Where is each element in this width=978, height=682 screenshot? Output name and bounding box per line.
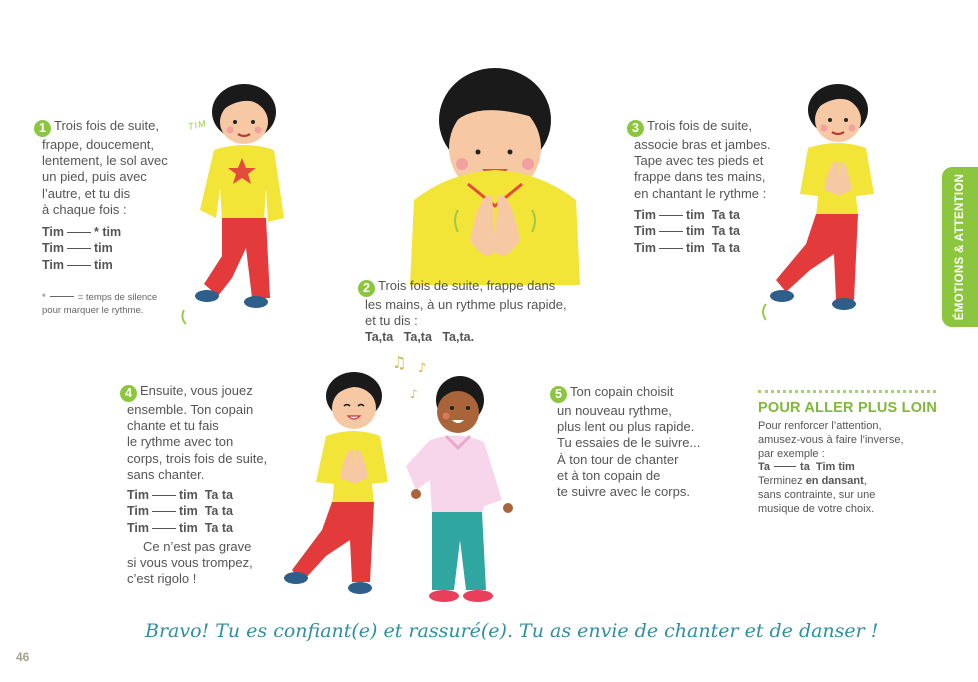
step-3-number: 3 xyxy=(627,120,644,137)
rhythm-line: Tim * tim xyxy=(42,225,122,239)
further-box xyxy=(758,390,938,517)
box-body: Pour renforcer l’attention, amusez-vous à faire l’inverse, par exemple : Ta ta Tim tim Terminez en dansant, sans contrainte, sur une musique de votre choix. xyxy=(758,420,938,517)
svg-text:♪: ♪ xyxy=(418,361,427,376)
step-3-rhythm xyxy=(634,207,740,256)
rhythm-line: Tim tim Ta ta xyxy=(634,224,740,239)
step-2-rhythm: Ta,ta Ta,ta Ta,ta. xyxy=(365,330,475,345)
boy-stomping-icon xyxy=(180,78,300,328)
rhythm-line: Tim tim xyxy=(42,257,113,272)
bravo-message: Bravo! Tu es confiant(e) et rassuré(e). Tu as envie de chanter et de danser ! xyxy=(145,620,879,642)
rhythm-line: Tim tim Ta ta xyxy=(634,240,740,255)
step-5-text: 5 Ton copain choisit un nouveau rythme, plus lent ou plus rapide. Tu essaies de le suivre... À ton tour de chanter et à ton copain de te suivre avec le corps. xyxy=(550,384,720,500)
step-2-text: 2 Trois fois de suite, frappe dans les mains, à un rythme plus rapide, et tu dis : Ta,ta Ta,ta Ta,ta. xyxy=(358,278,598,346)
box-divider xyxy=(758,390,936,393)
boy-clapping-stomping-icon xyxy=(760,78,880,328)
step-1-number: 1 xyxy=(34,120,51,137)
rhythm-line: Tim tim Ta ta xyxy=(634,208,740,222)
svg-text:♪: ♪ xyxy=(410,387,418,401)
step-5-number: 5 xyxy=(550,386,567,403)
svg-text:♫: ♫ xyxy=(392,353,407,372)
silence-note: * = temps de silence pour marquer le rythme. xyxy=(42,292,158,316)
step-4-rhythm xyxy=(127,487,233,536)
rhythm-line: Tim tim Ta ta xyxy=(127,488,233,502)
step-1-rhythm xyxy=(42,224,121,273)
step-2-number: 2 xyxy=(358,280,375,297)
two-friends-singing-icon xyxy=(280,350,520,610)
rhythm-line: Tim tim Ta ta xyxy=(127,504,233,519)
section-side-tab: ÉMOTIONS & ATTENTION xyxy=(942,167,978,327)
step-1-text: 1 Trois fois de suite, frappe, doucement, lentement, le sol avec un pied, puis avec l’autre, et tu dis à chaque fois : xyxy=(34,118,184,218)
step-4-encouragement: Ce n’est pas grave si vous vous trompez, c’est rigolo ! xyxy=(127,539,253,587)
rhythm-line: Tim tim xyxy=(42,241,113,256)
rhythm-line: Tim tim Ta ta xyxy=(127,520,233,535)
step-3-text: 3 Trois fois de suite, associe bras et jambes. Tape avec tes pieds et frappe dans tes mains, en chantant le rythme : xyxy=(627,118,787,202)
tim-sound-deco: TIM xyxy=(187,118,208,132)
step-4-number: 4 xyxy=(120,385,137,402)
page-number: 46 xyxy=(16,650,30,664)
box-title: POUR ALLER PLUS LOIN xyxy=(758,400,938,416)
step-4-text: 4 Ensuite, vous jouez ensemble. Ton copain chante et tu fais le rythme avec ton corps, trois fois de suite, sans chanter. xyxy=(120,383,290,483)
boy-clapping-icon xyxy=(410,60,580,285)
box-rhythm: Ta ta Tim tim xyxy=(758,461,855,474)
